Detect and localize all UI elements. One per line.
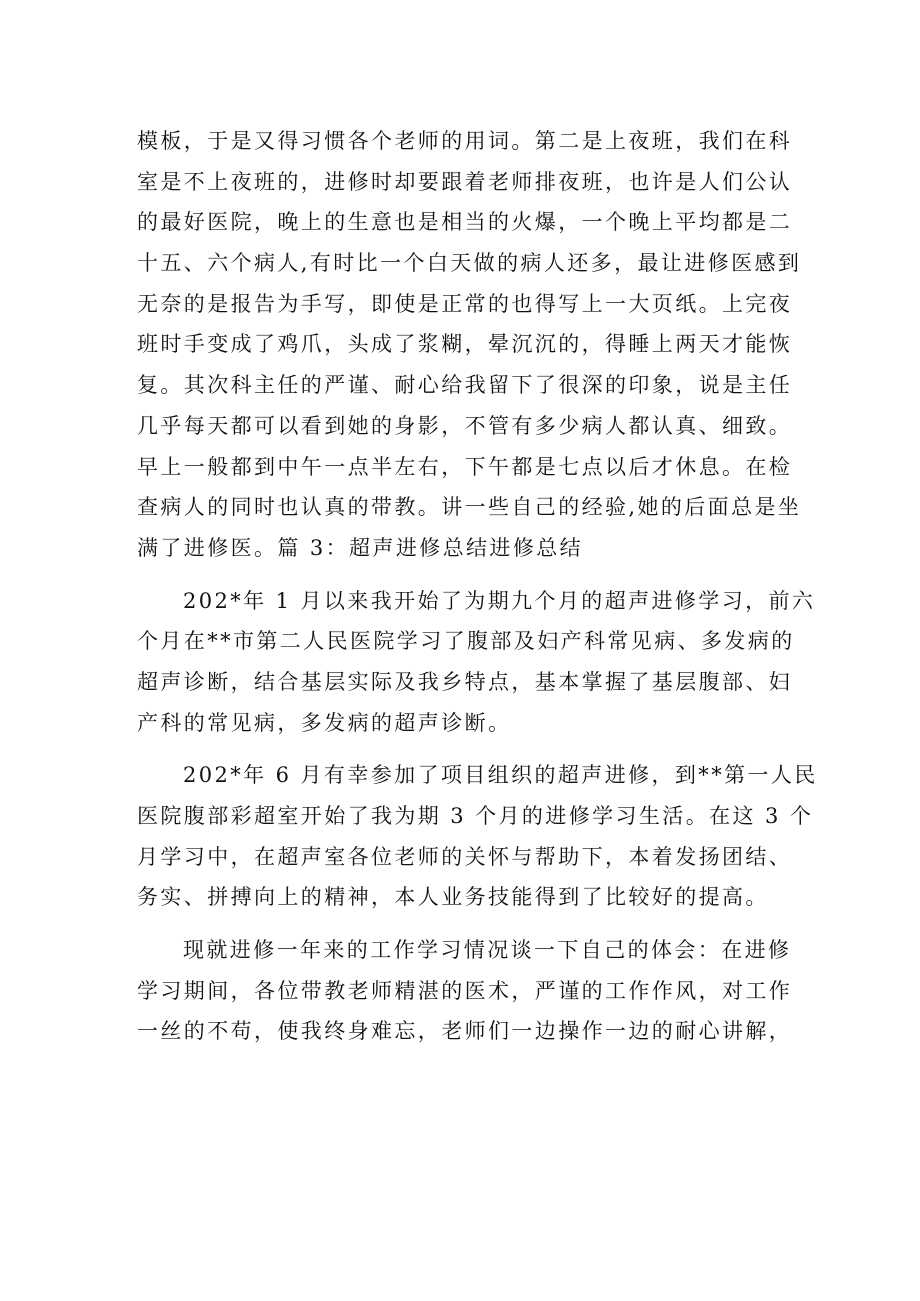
text-line: 无奈的是报告为手写，即使是正常的也得写上一大页纸。上完夜 xyxy=(137,291,793,316)
text-line: 十五、六个病人,有时比一个白天做的病人还多，最让进修医感到 xyxy=(137,251,802,276)
text-line: 早上一般都到中午一点半左右，下午都是七点以后才休息。在检 xyxy=(137,454,793,479)
paragraph-spacer xyxy=(137,918,797,930)
text-line: 室是不上夜班的，进修时却要跟着老师排夜班，也许是人们公认 xyxy=(137,169,793,194)
paragraph-spacer xyxy=(137,569,797,581)
text-line: 复。其次科主任的严谨、耐心给我留下了很深的印象，说是主任 xyxy=(137,373,793,398)
text-line: 个月在**市第二人民医院学习了腹部及妇产科常见病、多发病的 xyxy=(137,629,795,654)
paragraph-1 xyxy=(137,121,802,569)
text-line: 一丝的不苟，使我终身难忘，老师们一边操作一边的耐心讲解， xyxy=(137,1019,793,1044)
text-line: 月学习中，在超声室各位老师的关怀与帮助下，本着发扬团结、 xyxy=(137,844,793,869)
text-line: 几乎每天都可以看到她的身影，不管有多少病人都认真、细致。 xyxy=(137,413,793,438)
paragraph-4 xyxy=(137,930,797,1052)
text-line: 超声诊断，结合基层实际及我乡特点，基本掌握了基层腹部、妇 xyxy=(137,669,793,694)
text-line: 现就进修一年来的工作学习情况谈一下自己的体会：在进修 xyxy=(183,938,792,963)
text-line: 务实、拼搏向上的精神，本人业务技能得到了比较好的提高。 xyxy=(137,885,769,910)
text-line: 产科的常见病，多发病的超声诊断。 xyxy=(137,710,512,735)
text-line: 202*年 6 月有幸参加了项目组织的超声进修，到**第一人民 xyxy=(183,763,818,788)
text-line: 医院腹部彩超室开始了我为期 3 个月的进修学习生活。在这 3 个 xyxy=(137,804,814,828)
text-line: 模板，于是又得习惯各个老师的用词。第二是上夜班，我们在科 xyxy=(137,129,793,153)
paragraph-3 xyxy=(137,755,818,918)
text-line: 班时手变成了鸡爪，头成了浆糊，晕沉沉的，得睡上两天才能恢 xyxy=(137,332,793,357)
paragraph-spacer xyxy=(137,743,797,755)
text-line: 学习期间，各位带教老师精湛的医术，严谨的工作作风，对工作 xyxy=(137,978,793,1003)
paragraph-2 xyxy=(137,581,816,744)
text-line: 202*年 1 月以来我开始了为期九个月的超声进修学习，前六 xyxy=(183,588,816,613)
text-line: 查病人的同时也认真的带教。讲一些自己的经验,她的后面总是坐 xyxy=(137,495,802,520)
text-line: 满了进修医。篇 3：超声进修总结进修总结 xyxy=(137,535,584,560)
text-line: 的最好医院，晚上的生意也是相当的火爆，一个晚上平均都是二 xyxy=(137,210,793,235)
document-body xyxy=(137,121,818,1052)
